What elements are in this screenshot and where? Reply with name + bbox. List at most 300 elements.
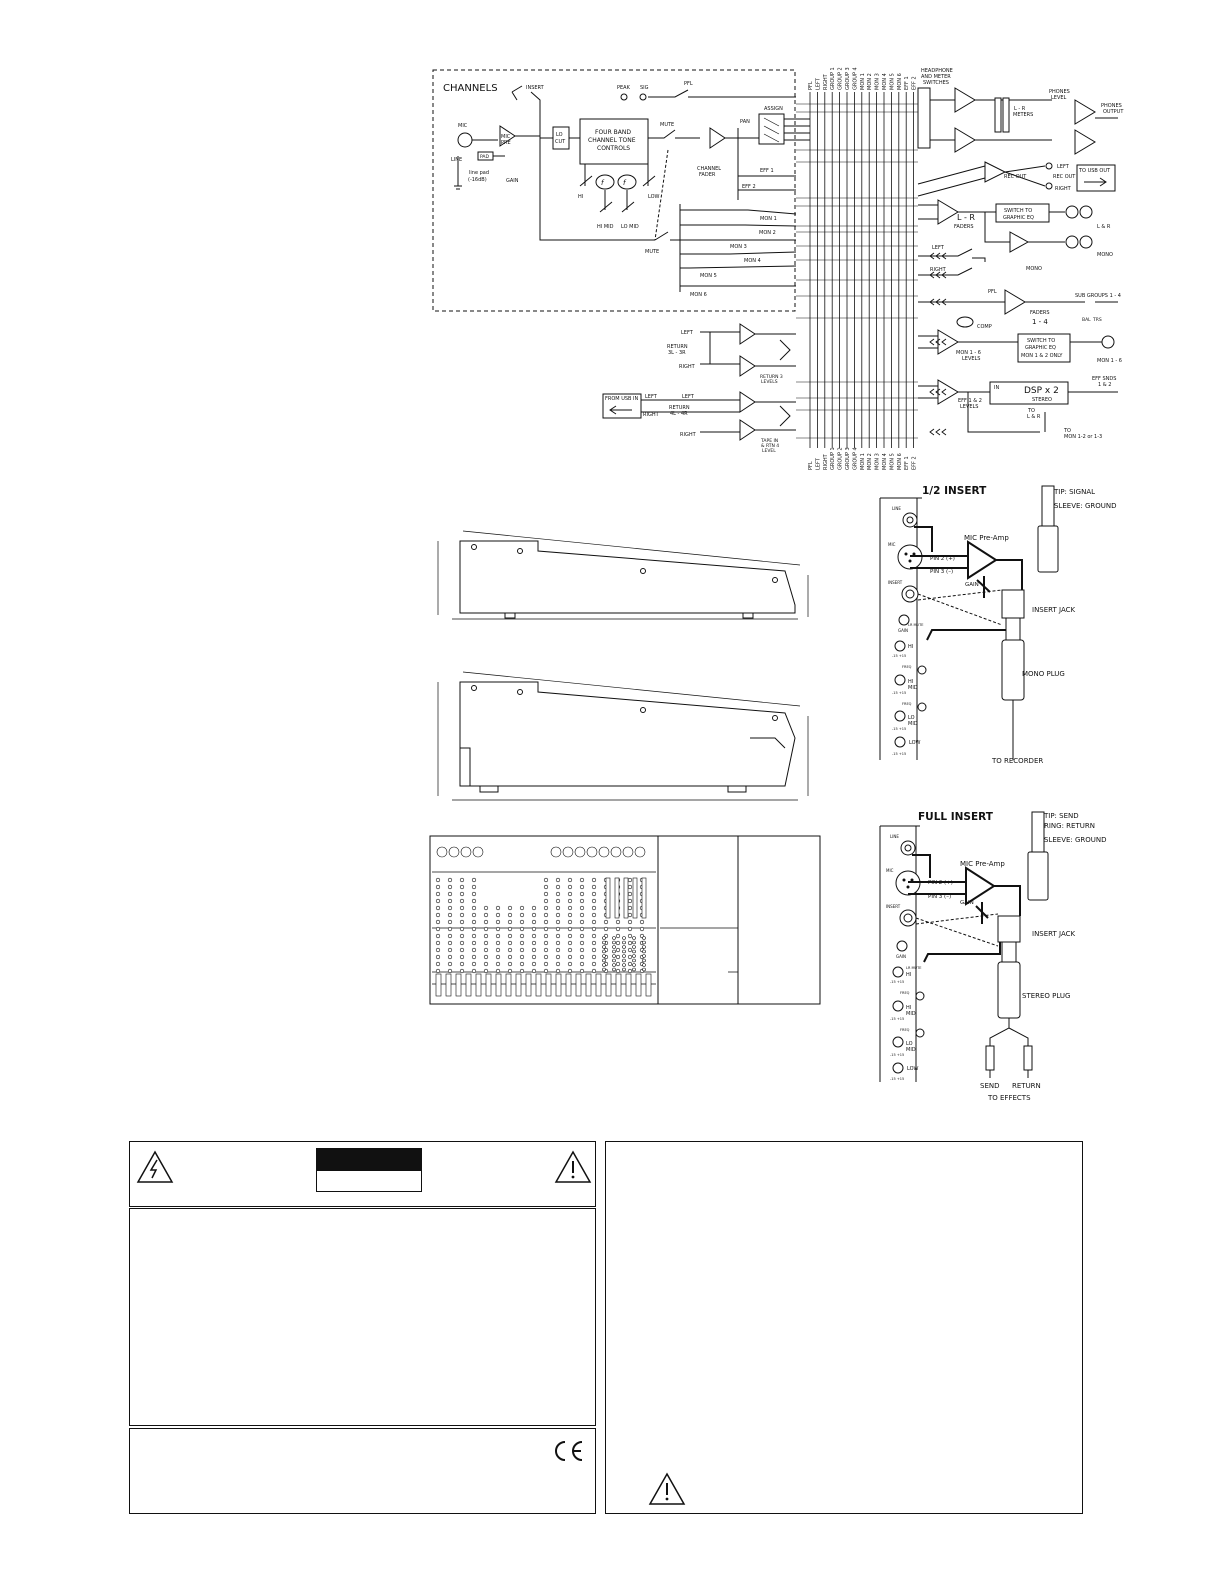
bus-label-top: LEFT xyxy=(815,78,822,90)
top-view-knob xyxy=(520,941,524,945)
top-view-knob xyxy=(496,955,500,959)
top-view-knob xyxy=(508,941,512,945)
top-view-knob xyxy=(473,847,483,857)
return3-label-1: RETURN xyxy=(667,344,688,350)
top-view-knob xyxy=(532,962,536,966)
top-view-knob xyxy=(580,878,584,882)
full-dashed-link xyxy=(916,914,998,946)
top-view-knob xyxy=(496,962,500,966)
full-trs-plug-body xyxy=(1028,852,1048,900)
top-view-knob xyxy=(556,962,560,966)
channels-label: CHANNELS xyxy=(443,83,498,94)
top-view-knob xyxy=(460,906,464,910)
top-view-knob xyxy=(633,950,636,953)
full-tip-label: TIP: SEND xyxy=(1044,812,1079,820)
xlr-lr-left-icon xyxy=(1066,206,1078,218)
half-plug-body xyxy=(1002,640,1024,700)
top-view-fader xyxy=(616,974,621,996)
rec-out-right-jack xyxy=(1046,183,1052,189)
half-line-jack-inner xyxy=(907,517,913,523)
top-view-knob xyxy=(604,927,608,931)
top-view-knob xyxy=(508,927,512,931)
top-view-knob xyxy=(587,847,597,857)
bus-label-top: MON 6 xyxy=(896,73,903,90)
top-view-knob xyxy=(628,899,632,903)
full-hi-knob xyxy=(893,967,903,977)
bus-label-top: MON 1 xyxy=(859,73,866,90)
top-view xyxy=(428,834,823,1006)
top-view-knob xyxy=(613,950,616,953)
top-view-knob xyxy=(556,899,560,903)
bus-chevron-icon xyxy=(936,429,940,435)
full-return-plug xyxy=(1024,1046,1032,1070)
half-strip-hi-mid-2: MID xyxy=(908,685,918,691)
top-view-knob xyxy=(628,885,632,889)
top-view-knob xyxy=(436,913,440,917)
top-view-knob xyxy=(592,885,596,889)
top-view-knob xyxy=(640,920,644,924)
top-view-knob xyxy=(532,934,536,938)
top-view-knob xyxy=(616,969,620,973)
side-profile-1-dimension-lines xyxy=(438,531,808,619)
side-profile-1-foot-right xyxy=(743,613,753,618)
full-preamp-triangle xyxy=(966,868,994,904)
ce-mark-icon xyxy=(550,1439,586,1463)
top-view-knob xyxy=(460,899,464,903)
hi-label: HI xyxy=(578,194,584,200)
bus-label-bottom: MON 3 xyxy=(874,453,881,470)
lo-cut-label: LO xyxy=(556,132,563,138)
bus-label-bottom: EFF 2 xyxy=(911,456,918,470)
top-view-fader xyxy=(633,878,637,918)
top-view-knob xyxy=(472,962,476,966)
full-send-label: SEND xyxy=(980,1082,1000,1090)
top-view-fader xyxy=(642,878,646,918)
lo-cut-box xyxy=(553,127,569,149)
top-view-knob-grid xyxy=(436,847,651,996)
top-view-knob xyxy=(616,934,620,938)
top-view-knob xyxy=(532,969,536,973)
top-view-knob xyxy=(520,927,524,931)
full-sleeve-label: SLEEVE: GROUND xyxy=(1044,836,1107,844)
block-diagram xyxy=(0,0,1224,480)
bus-label-bottom: GROUP 3 xyxy=(845,447,851,470)
insert-jack-icon xyxy=(512,86,522,100)
top-view-knob xyxy=(580,934,584,938)
half-strip-range-3: -15 +15 xyxy=(892,727,907,731)
top-view-knob xyxy=(532,955,536,959)
top-view-knob xyxy=(508,962,512,966)
top-view-knob xyxy=(520,934,524,938)
side-profile-2-screw xyxy=(641,708,646,713)
top-view-fader xyxy=(436,974,441,996)
full-low-knob xyxy=(893,1063,903,1073)
right2-label: RIGHT xyxy=(930,267,946,273)
half-strip-range-4: -15 +15 xyxy=(892,752,907,756)
top-view-dimension-lines xyxy=(432,872,738,984)
line-label: LINE xyxy=(451,157,463,163)
xlr-mon-icon xyxy=(1102,336,1114,348)
bus-label-bottom: MON 2 xyxy=(867,453,874,470)
top-view-knob xyxy=(556,927,560,931)
to-mon-label-2: MON 1-2 or 1-3 xyxy=(1064,434,1103,440)
top-view-knob xyxy=(603,941,606,944)
to-lr-label-2: L & R xyxy=(1027,414,1041,420)
full-mic-pin xyxy=(907,886,910,889)
top-view-knob xyxy=(508,913,512,917)
top-view-knob xyxy=(568,899,572,903)
top-view-knob xyxy=(484,927,488,931)
sig-led-icon xyxy=(640,94,646,100)
top-view-knob xyxy=(448,878,452,882)
top-view-fader xyxy=(624,878,628,918)
mic-pre-label-2: PRE xyxy=(501,140,511,146)
bus-label-top: GROUP 1 xyxy=(830,67,837,90)
phones-level-label-2: LEVEL xyxy=(1051,95,1067,101)
top-view-knob xyxy=(496,948,500,952)
half-insert-diagram xyxy=(872,480,1224,770)
top-view-knob xyxy=(628,892,632,896)
top-view-knob xyxy=(496,941,500,945)
top-view-knob xyxy=(544,920,548,924)
top-view-knob xyxy=(633,964,636,967)
ret3-right-label: RIGHT xyxy=(679,364,695,370)
full-strip-range-1: -15 +15 xyxy=(890,980,905,984)
warning-text-box xyxy=(129,1208,596,1426)
top-view-fader xyxy=(615,878,619,918)
lr-meters-label-2: METERS xyxy=(1013,112,1034,118)
half-strip-hi-label: HI xyxy=(908,644,914,650)
assign-switch-box xyxy=(759,114,784,144)
top-view-knob xyxy=(460,878,464,882)
half-strip-lo-mid-1: LO xyxy=(908,715,915,721)
eq-box-label-1: FOUR BAND xyxy=(595,129,631,136)
top-view-knob xyxy=(544,899,548,903)
half-pin2-label: PIN 2 (+) xyxy=(930,556,955,562)
top-view-knob xyxy=(575,847,585,857)
top-view-knob xyxy=(556,878,560,882)
top-view-knob xyxy=(448,920,452,924)
top-view-knob xyxy=(496,913,500,917)
top-view-knob xyxy=(556,906,560,910)
hi-mid-label: HI MID xyxy=(597,224,614,230)
side-profile-2-screw xyxy=(773,716,778,721)
top-view-knob xyxy=(616,955,620,959)
top-view-knob xyxy=(472,885,476,889)
top-view-knob xyxy=(568,927,572,931)
exclamation-warning-icon xyxy=(554,1150,592,1184)
switch-mon-label-2: GRAPHIC EQ xyxy=(1025,345,1056,351)
top-view-knob xyxy=(532,920,536,924)
full-lo-mid-freq-knob xyxy=(916,1029,924,1037)
full-stereo-plug-label: STEREO PLUG xyxy=(1022,992,1071,1000)
bus-chevron-icon xyxy=(930,339,934,345)
ret4-left-label: LEFT xyxy=(682,394,694,400)
headphone-switch-block xyxy=(918,88,930,148)
top-view-knob xyxy=(532,906,536,910)
ret4-right-label: RIGHT xyxy=(680,432,696,438)
full-insert-diagram xyxy=(872,806,1224,1106)
top-view-knob xyxy=(544,892,548,896)
side-profile-1-body xyxy=(460,541,795,613)
top-view-fader xyxy=(626,974,631,996)
top-view-knob xyxy=(437,847,447,857)
half-gain-label: GAIN xyxy=(965,582,979,588)
half-mic-pin xyxy=(905,553,908,556)
assign-label: ASSIGN xyxy=(764,106,783,112)
half-plug-tip xyxy=(1006,618,1020,640)
top-view-fader xyxy=(566,974,571,996)
caution-label-bar xyxy=(316,1148,422,1170)
bal-label: BAL xyxy=(1082,318,1091,323)
half-strip-range-2: -15 +15 xyxy=(892,691,907,695)
headphone-label-3: SWITCHES xyxy=(923,80,949,86)
top-view-knob xyxy=(484,955,488,959)
top-view-knob xyxy=(580,955,584,959)
top-view-knob xyxy=(580,927,584,931)
top-view-knob xyxy=(448,934,452,938)
eff-levels-label-2: LEVELS xyxy=(960,404,979,410)
top-view-knob xyxy=(544,878,548,882)
rec-out-left-jack xyxy=(1046,163,1052,169)
dsp-in-label: IN xyxy=(994,385,1000,391)
top-view-knob xyxy=(640,927,644,931)
top-view-knob xyxy=(580,920,584,924)
top-view-knob xyxy=(508,948,512,952)
half-low-knob xyxy=(895,737,905,747)
half-strip-insert-label: INSERT xyxy=(888,580,903,585)
tape-in-label-1: TAPE IN xyxy=(761,439,779,444)
top-view-fader xyxy=(496,974,501,996)
usb-left-label: LEFT xyxy=(645,394,657,400)
top-view-knob xyxy=(496,969,500,973)
full-strip-mic-label: MIC xyxy=(886,868,894,873)
top-view-knob xyxy=(643,959,646,962)
return3-levels-label-2: LEVELS xyxy=(761,380,778,385)
tape-in-label-2: & RTN 4 xyxy=(761,444,780,449)
full-insert-jack-body xyxy=(998,916,1020,942)
bus-label-top: RIGHT xyxy=(822,74,829,90)
pfl-label: PFL xyxy=(684,81,693,87)
pfl-wiring xyxy=(648,90,796,97)
headphone-label-1: HEADPHONE xyxy=(921,68,953,74)
half-mono-plug-label: MONO PLUG xyxy=(1022,670,1065,678)
stereo-label: STEREO xyxy=(1032,397,1052,403)
top-view-knob xyxy=(633,968,636,971)
full-strip-range-2: -15 +15 xyxy=(890,1017,905,1021)
top-view-knob xyxy=(460,927,464,931)
top-view-knob xyxy=(603,955,606,958)
to-mon-label-1: TO xyxy=(1064,428,1071,434)
top-view-knob xyxy=(460,885,464,889)
mon-levels-label-2: LEVELS xyxy=(962,356,981,362)
full-strip-hi-label: HI xyxy=(906,972,912,978)
xlr-mono-left-icon xyxy=(1066,236,1078,248)
top-view-knob xyxy=(544,885,548,889)
phones-output-label-1: PHONES xyxy=(1101,103,1122,109)
full-destination-label: TO EFFECTS xyxy=(988,1094,1031,1102)
top-view-knob xyxy=(603,946,606,949)
top-view-knob xyxy=(568,920,572,924)
mon-1-6-label: MON 1 - 6 xyxy=(1097,358,1122,364)
top-view-fader xyxy=(556,974,561,996)
sig-label: SIG xyxy=(640,85,649,91)
half-insert-jack-label: INSERT JACK xyxy=(1032,606,1076,614)
top-view-knob xyxy=(448,969,452,973)
full-strip-insert-label: INSERT xyxy=(886,904,901,909)
sub-groups-label: SUB GROUPS 1 - 4 xyxy=(1075,293,1121,299)
top-view-knob xyxy=(460,948,464,952)
mic-pre-label: MIC xyxy=(501,134,511,140)
top-view-knob xyxy=(544,969,548,973)
mon-levels-label-1: MON 1 - 6 xyxy=(956,350,981,356)
f-res-knob-1 xyxy=(596,175,614,189)
top-view-knob xyxy=(623,941,626,944)
half-strip-freq-2: FREQ xyxy=(902,702,912,706)
top-view-knob xyxy=(544,941,548,945)
eff2-label: EFF 2 xyxy=(742,184,756,190)
top-view-knob xyxy=(460,969,464,973)
top-view-fader xyxy=(546,974,551,996)
full-strip-lo-mid-1: LO xyxy=(906,1041,913,1047)
phones-output-label-2: OUTPUT xyxy=(1103,109,1124,115)
top-view-knob xyxy=(592,934,596,938)
half-strip-lr-mute-label: LR MUTE xyxy=(908,623,924,627)
top-view-knob xyxy=(592,927,596,931)
bus-label-top: GROUP 4 xyxy=(852,67,859,90)
half-insert-title: 1/2 INSERT xyxy=(922,485,987,497)
full-strip-freq-2: FREQ xyxy=(900,1028,910,1032)
top-view-knob xyxy=(613,941,616,944)
top-view-knob xyxy=(496,934,500,938)
top-view-knob xyxy=(532,927,536,931)
top-view-knob xyxy=(532,948,536,952)
top-view-knob xyxy=(603,964,606,967)
top-view-knob xyxy=(592,899,596,903)
eq-box-label-2: CHANNEL TONE xyxy=(588,137,636,144)
top-view-knob xyxy=(568,892,572,896)
half-hi-knob xyxy=(895,641,905,651)
top-view-knob xyxy=(603,937,606,940)
top-view-knob xyxy=(556,955,560,959)
top-view-knob xyxy=(544,913,548,917)
bus-labels-bottom xyxy=(808,447,918,470)
bus-label-top: MON 5 xyxy=(889,73,896,90)
top-view-knob xyxy=(613,964,616,967)
full-return-label: RETURN xyxy=(1012,1082,1041,1090)
top-view-knob xyxy=(472,913,476,917)
top-view-knob xyxy=(484,934,488,938)
top-view-knob xyxy=(508,920,512,924)
top-view-knob xyxy=(436,955,440,959)
return3-levels-label-1: RETURN 3 xyxy=(760,375,783,380)
low-label: LOW xyxy=(648,194,660,200)
bus-lines xyxy=(796,92,918,448)
top-view-knob xyxy=(611,847,621,857)
top-view-knob xyxy=(643,937,646,940)
top-view-knob xyxy=(613,968,616,971)
top-view-fader xyxy=(576,974,581,996)
top-view-knob xyxy=(628,878,632,882)
bus-label-bottom: MON 4 xyxy=(882,453,888,470)
trs-label: TRS xyxy=(1093,318,1102,323)
top-view-knob xyxy=(628,906,632,910)
to-usb-out-label: TO USB OUT xyxy=(1079,168,1111,174)
comp-icon xyxy=(957,317,973,327)
half-strip-freq-1: FREQ xyxy=(902,665,912,669)
half-strip-gain-label: GAIN xyxy=(898,628,909,633)
bus-label-bottom: PFL xyxy=(808,461,814,470)
top-view-knob xyxy=(623,847,633,857)
lr-meter-bar-2 xyxy=(1003,98,1009,132)
channel-fader-label-2: FADER xyxy=(699,172,716,178)
top-view-knob xyxy=(532,941,536,945)
half-preamp-triangle xyxy=(968,542,996,578)
half-strip-hi-mid-1: HI xyxy=(908,679,914,685)
top-view-knob xyxy=(448,906,452,910)
bus-label-top: PFL xyxy=(808,81,814,90)
top-view-knob xyxy=(520,906,524,910)
top-view-knob xyxy=(603,968,606,971)
top-view-knob xyxy=(568,955,572,959)
top-view-knob xyxy=(460,892,464,896)
peak-label: PEAK xyxy=(617,85,630,91)
top-view-knob xyxy=(568,941,572,945)
full-strip-low-label: LOW xyxy=(907,1066,919,1072)
top-view-fader xyxy=(506,974,511,996)
top-view-knob xyxy=(472,920,476,924)
mono-level-label: MONO xyxy=(1026,266,1042,272)
top-view-knob xyxy=(628,962,632,966)
top-view-knob xyxy=(643,968,646,971)
eff-snds-label-2: 1 & 2 xyxy=(1098,382,1112,388)
xlr-lr-right-icon xyxy=(1080,206,1092,218)
bus-label-top: EFF 2 xyxy=(911,76,918,90)
return4-label-1: RETURN xyxy=(669,405,690,411)
mon-master-wiring xyxy=(918,330,1102,354)
top-view-knob xyxy=(556,948,560,952)
ce-box xyxy=(129,1428,596,1514)
top-view-knob xyxy=(568,878,572,882)
top-view-knob xyxy=(613,959,616,962)
safety-exclamation-icon xyxy=(648,1472,686,1506)
top-view-knob xyxy=(556,934,560,938)
mono-out-label: MONO xyxy=(1097,252,1113,258)
top-view-knob xyxy=(448,962,452,966)
full-insert-title: FULL INSERT xyxy=(918,811,993,823)
subgroup-wiring xyxy=(918,249,1118,314)
top-view-knob xyxy=(592,955,596,959)
pfl2-label: PFL xyxy=(988,289,997,295)
top-view-knob xyxy=(568,934,572,938)
top-view-knob xyxy=(623,950,626,953)
bus-chevron-icon xyxy=(942,429,946,435)
top-view-fader xyxy=(646,974,651,996)
top-view-knob xyxy=(592,906,596,910)
top-view-knob xyxy=(544,962,548,966)
top-view-knob xyxy=(580,913,584,917)
bus-label-top: MON 2 xyxy=(867,73,874,90)
lr-meters-label-1: L - R xyxy=(1014,106,1026,112)
top-view-knob xyxy=(556,941,560,945)
channel-fader-label-1: CHANNEL xyxy=(697,166,722,172)
full-plug-y-cable xyxy=(990,1018,1028,1078)
top-view-knob xyxy=(436,969,440,973)
half-insert-jack-inner xyxy=(906,590,914,598)
top-view-fader xyxy=(516,974,521,996)
top-view-knob xyxy=(603,950,606,953)
top-view-knob xyxy=(520,962,524,966)
